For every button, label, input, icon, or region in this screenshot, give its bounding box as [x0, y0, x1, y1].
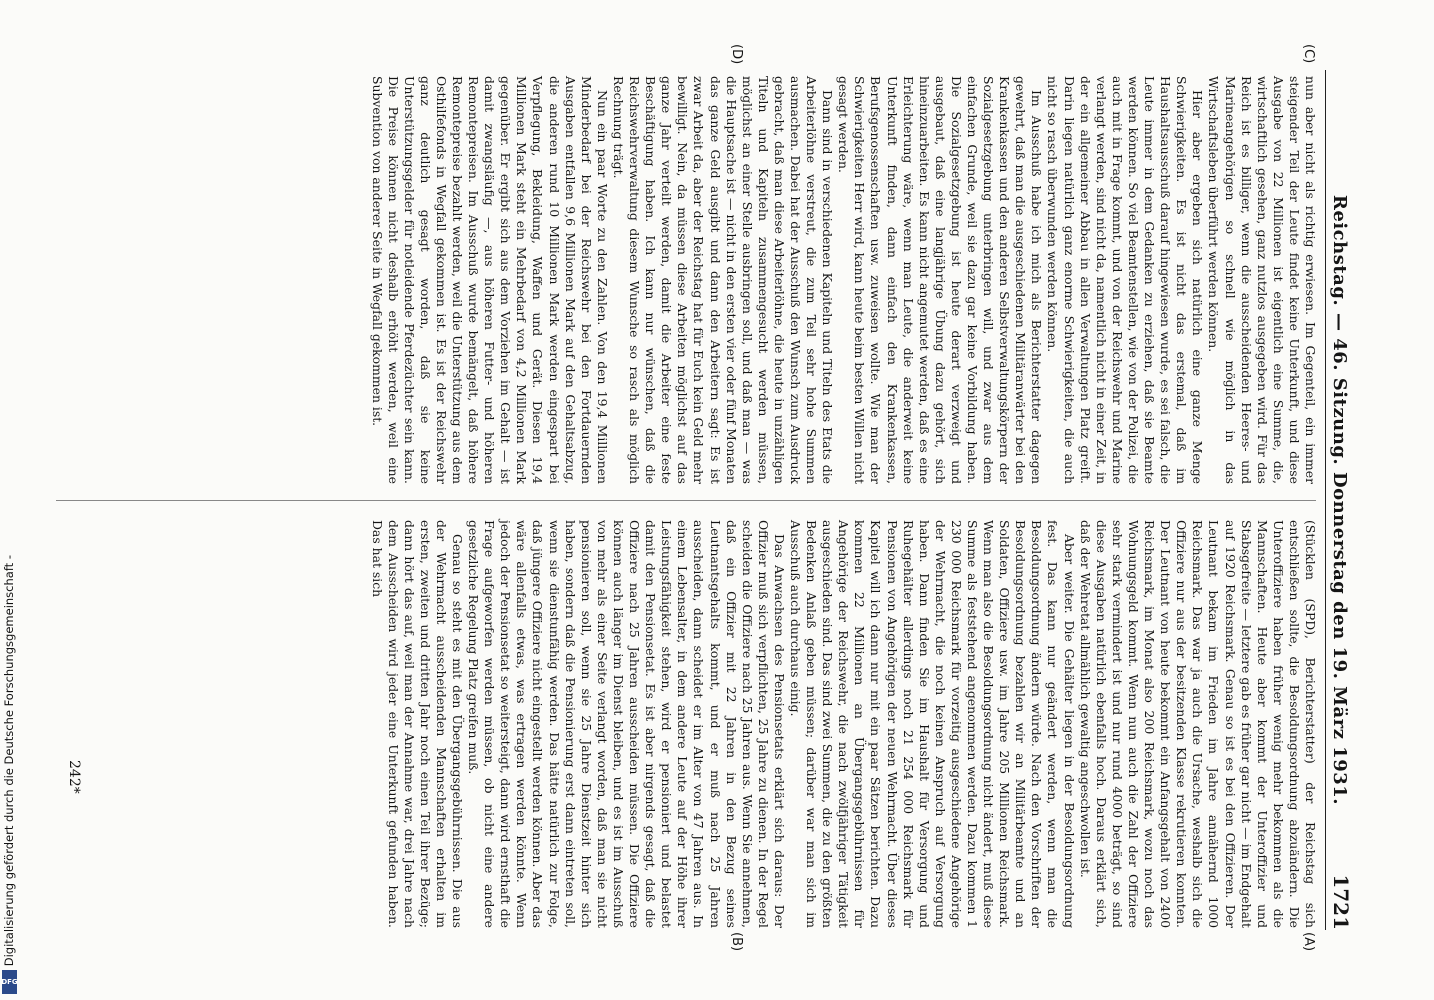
margin-marker-a: (A) — [1301, 932, 1316, 952]
paragraph: (Stücklen (SPD), Berichterstatter) der Reichstag sich entschließen sollte, die Besoldungsordnung abzuändern. Die Unteroffiziere haben früher wenig mehr bekommen als die Mannschaften. Heute aber kommt der Unteroffizier und Stabsgefreite — letztere gab es früher gar nicht — im Endgehalt auf 1920 Reichsmark. Genau so ist es bei den Offizieren. Der Leutnant bekam im Frieden im Jahre annähernd 1000 Reichsmark. Das war ja auch die Ursache, weshalb sich die Offiziere nur aus der besitzenden Klasse rekrutieren konnten. Der Leutnant von heute bekommt ein Anfangsgehalt von 2400 Reichsmark, im Monat also 200 Reichsmark, wozu noch das Wohnungsgeld kommt. Wenn nun auch die Zahl der Offiziere sehr stark vermindert ist und nur rund 4000 beträgt, so sind diese Ausgaben natürlich ebenfalls hoch. Daraus erklärt sich, daß der Wehretat allmählich gewaltig angeschwollen ist. — [1077, 520, 1318, 928]
paragraph: Im Ausschuß habe ich mich als Berichterstatter dagegen gewehrt, daß man die ausgeschiedenen Militäranwärter bei den Krankenkassen und den anderen Selbstverwaltungskörpern der Sozialgesetzgebung unterbringen will, und zwar aus dem einfachen Grunde, weil sie dazu gar keine Vorbildung haben. Die Sozialgesetzgebung ist heute derart verzweigt und ausgebaut, daß eine langjährige Übung dazu gehört, sich hineinzuarbeiten. Es kann nicht angemutet werden, daß es eine Erleichterung wäre, wenn man Leute, die anderweit keine Unterkunft finden, dann einfach den Krankenkassen, Berufsgenossenschaften usw. zuweisen wollte. Wie man der Schwierigkeiten Herr wird, kann heute beim besten Willen nicht gesagt werden. — [836, 76, 1045, 484]
right-column — [368, 76, 1318, 484]
footer-text: Digitalisierung gefördert durch die Deutsche Forschungsgemeinschaft - — [2, 554, 16, 966]
margin-marker-b: (B) — [729, 932, 744, 952]
page-title: Reichstag. — 46. Sitzung. Donnerstag den 19. März 1931. — [1329, 194, 1350, 806]
sheet-mark: 242* — [66, 760, 82, 794]
paragraph: Dann sind in verschiedenen Kapiteln und Titeln des Etats die Arbeiterlöhne verstreut, die zum Teil sehr hohe Summen ausmachen. Dabei hat der Ausschuß den Wunsch zum Ausdruck gebracht, daß man diese Arbeiterlöhne, die heute in unzähligen Titeln und Kapiteln zusammengesucht werden müssen, möglichst an einer Stelle ausbringen soll, und daß man — was die Hauptsache ist — nicht in den ersten vier oder fünf Monaten das ganze Geld ausgibt und dann den Arbeitern sagt: Es ist zwar Arbeit da, aber der Reichstag hat für Euch kein Geld mehr bewilligt. Nein, da müssen diese Arbeiten möglichst auf das ganze Jahr verteilt werden, damit die Arbeiter eine feste Beschäftigung haben. Ich kann nur wünschen, daß die Reichswehrverwaltung diesem Wunsche so rasch als möglich Rechnung trägt. — [610, 76, 836, 484]
page-number: 1721 — [1329, 874, 1353, 930]
paragraph: Nun ein paar Worte zu den Zahlen. Von den 19,4 Millionen Minderbedarf bei der Reichswehr bei den Fortdauernden Ausgaben entfallen 9,6 Millionen Mark auf den Gehaltsabzug, die anderen rund 10 Millionen Mark werden eingespart bei Verpflegung, Bekleidung, Waffen und Gerät. Diesen 19,4 Millionen Mark steht ein Mehrbedarf von 4,2 Millionen Mark gegenüber. Er ergibt sich aus dem Vorziehen im Gehalt — ist damit zwangsläufig —, aus höheren Futter- und höheren Remontepreisen. Im Ausschuß wurde bemängelt, daß höhere Remontepreise bezahlt werden, weil die Unterstützung aus dem Osthilfefonds in Wegfall gekommen ist. Es ist der Reichswehr ganz deutlich gesagt worden, daß sie keine Unterstützungsgelder für notleidende Pferdezüchter sein kann. Die Preise können nicht deshalb erhöht werden, weil eine Subvention von anderer Seite in Wegfall gekommen ist. — [369, 76, 610, 484]
column-divider — [56, 500, 1316, 501]
header-rule — [1325, 70, 1326, 930]
paragraph: Aber weiter. Die Gehälter liegen in der Besoldungsordnung fest. Das kann nur geändert werden, wenn man die Besoldungsordnung ändern würde. Nach den Vorschriften der Besoldungsordnung bezahlen wir an Militärbeamte und an Soldaten, Offiziere usw. im Jahre 205 Millionen Reichsmark. Wenn man also die Besoldungsordnung nicht ändert, muß diese Summe als feststehend angenommen werden. Dazu kommen 1 230 000 Reichsmark für vorzeitig ausgeschiedene Angehörige der Wehrmacht, die noch keinen Anspruch auf Versorgung haben. Dann finden Sie im Haushalt für Versorgung und Ruhegehälter allerdings noch 21 254 000 Reichsmark für Pensionen von Angehörigen der neuen Wehrmacht. Über dieses Kapitel will ich dann nur mit ein paar Sätzen berichten. Dazu kommen 22 Millionen an Übergangsgebührnissen für Angehörige der Reichswehr, die nach zwölfjähriger Tätigkeit ausgeschieden sind. Das sind zwei Summen, die zu den größten Bedenken Anlaß geben müssen; darüber war man sich im Ausschuß auch durchaus einig. — [788, 520, 1077, 928]
paragraph: Das Anwachsen des Pensionsetats erklärt sich daraus: Der Offizier muß sich verpflichten, 25 Jahre zu dienen. In der Regel scheiden die Offiziere nach 25 Jahren aus. Wenn Sie annehmen, daß ein Offizier mit 22 Jahren in den Bezug seines Leutnantsgehalts kommt, und er muß nach 25 Jahren ausscheiden, dann scheidet er im Alter von 47 Jahren aus. In einem Lebensalter, in dem andere Leute auf der Höhe ihrer Leistungsfähigkeit stehen, wird er pensioniert und belastet damit den Pensionsetat. Es ist aber nirgends gesagt, daß die Offiziere nach 25 Jahren ausscheiden müssen. Die Offiziere können auch länger im Dienst bleiben, und es ist im Ausschuß von mehr als einer Seite verlangt worden, daß man sie nicht pensionieren soll, wenn sie 25 Jahre Dienstzeit hinter sich haben, sondern daß die Pensionierung erst dann eintreten soll, wenn sie dienstunfähig werden. Das hätte natürlich zur Folge, daß jüngere Offiziere nicht eingestellt werden können. Aber das wäre allenfalls etwas, was ertragen werden könnte. Wenn jedoch der Pensionsetat so weitersteigt, dann wird ernsthaft die Frage aufgeworfen werden müssen, ob nicht eine andere gesetzliche Regelung Platz greifen muß. — [466, 520, 787, 928]
dfg-logo-icon: DFG — [2, 970, 17, 994]
page-header — [1329, 70, 1359, 930]
paragraph: nun aber nicht als richtig erwiesen. Im Gegenteil, ein immer steigender Teil der Leute findet keine Unterkunft, und diese Ausgabe von 22 Millionen ist eigentlich eine Summe, die, wirtschaftlich gesehen, ganz nutzlos ausgegeben wird. Für das Reich ist es billiger, wenn die ausscheidenden Heeres- und Marineangehörigen so schnell wie möglich in das Wirtschaftsleben überführt werden können. — [1206, 76, 1318, 484]
margin-marker-d: (D) — [729, 44, 744, 65]
margin-marker-c: (C) — [1301, 44, 1316, 64]
left-column — [368, 520, 1318, 928]
paragraph: Genau so steht es mit den Übergangsgebührnissen. Die aus der Wehrmacht ausscheidenden Mannschaften erhalten im ersten, zweiten und dritten Jahr noch einen Teil ihrer Bezüge; dann hört das auf, weil man der Annahme war, drei Jahre nach dem Ausscheiden wird jeder eine Unterkunft gefunden haben. Das hat sich — [369, 520, 466, 928]
digitization-footer — [0, 554, 20, 1000]
paragraph: Hier aber ergeben sich natürlich eine ganze Menge Schwierigkeiten. Es ist nicht das erstemal, daß im Haushaltsausschuß darauf hingewiesen wurde, es sei falsch, die Leute immer in dem Gedanken zu erziehen, daß sie Beamte werden können. So viel Beamtenstellen, wie von der Polizei, die auch mit in Frage kommt, und von der Reichswehr und Marine verlangt werden, sind nicht da, namentlich nicht in einer Zeit, in der ein allgemeiner Abbau in allen Verwaltungen Platz greift. Darin liegen natürlich ganz enorme Schwierigkeiten, die auch nicht so rasch überwunden werden können. — [1045, 76, 1206, 484]
